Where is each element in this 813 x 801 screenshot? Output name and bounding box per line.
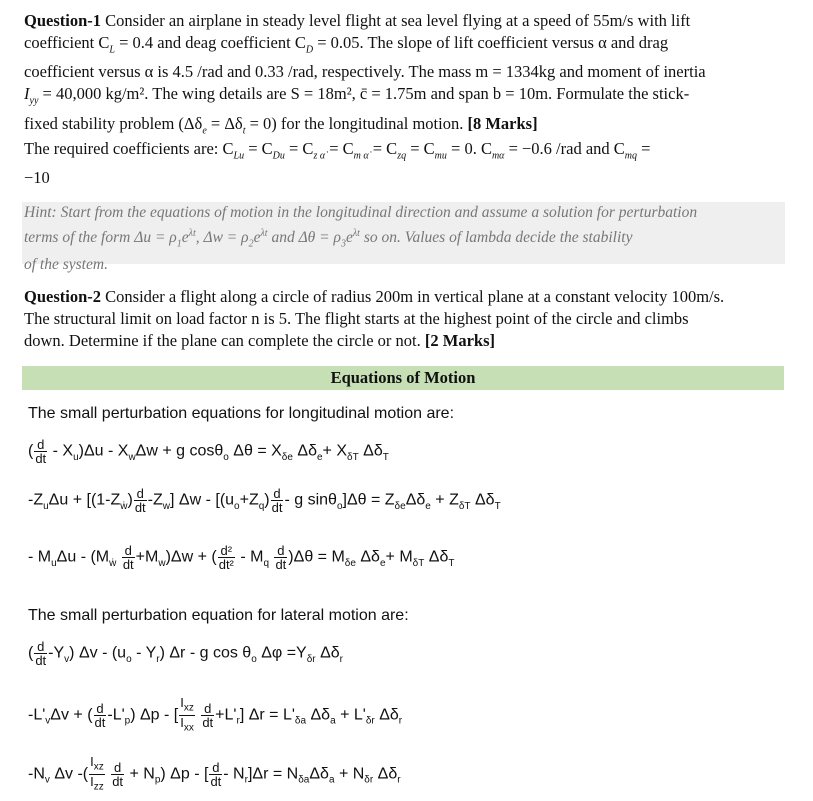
question-2 (24, 286, 790, 352)
lat-equation-2: $-L'_v\Delta v$ + ( $\frac{d}{dt}$ $-L'_p$) Δp - [ $\frac{I_{xz}}{I_{xx}}$ $\frac{d}{dt}$ $+L'_r$] $\Delta r = L'_{\delta a}$ $\Delta\delta_a + L'_{\delta r}$ $\Delta\delta_r$ (28, 695, 403, 734)
q2-line-1: Question-2 Consider a flight along a circle of radius 200m in vertical plane at a constant velocity 100m/s. (24, 287, 725, 306)
q1-line-1: Question-1 Consider an airplane in steady level flight at sea level flying at a speed of 55m/s with lift (24, 11, 691, 30)
q1-line-2: coefficient $C_L = 0.4$ and deag coefficient $C_D = 0.05$. The slope of lift coefficient versus α and drag (24, 33, 669, 56)
hint-box (22, 202, 785, 274)
lat-equation-3: $-N_v$ Δv -( $\frac{I_{xz}}{I_{zz}}$ $\frac{d}{dt}$ + $N_p$) Δp - [ $\frac{d}{dt}$ - $N_r]\Delta r = N_{\delta a}\Delta\delta_a + N_{\delta r}$ $\Delta\delta_r$ (28, 754, 401, 793)
equations-of-motion-header: Equations of Motion (22, 366, 784, 390)
hint-line-2: terms of the form $\Delta u = \rho_1e^{\lambda t}$, $\Delta w = \rho_2e^{\lambda t}$ and $\Delta\theta = \rho_3e^{\lambda t}$ so on. Values of lambda decide the stability (24, 228, 633, 250)
long-equation-2: $-Z_u\Delta u + [(1-Z_ẇ)$ $\frac{d}{dt}$ $-Z_w$] $\Delta w - [(u_o+Z_q)$ $\frac{d}{dt}$ - g $\sin\theta_o]\Delta\theta = Z_{\delta e}\Delta\delta_e + Z_{\delta T}$ $\Delta\delta_T$ (28, 486, 501, 515)
coeff-line-2: −10 (24, 168, 50, 188)
q2-line-3: down. Determine if the plane can complete the circle or not. [2 Marks] (24, 331, 495, 350)
required-coefficients (24, 138, 790, 189)
lateral-intro: The small perturbation equation for lateral motion are: (28, 607, 409, 624)
hint-line-3: of the system. (24, 256, 108, 274)
q2-line-2: The structural limit on load factor n is 5. The flight starts at the highest point of the circle and climbs (24, 309, 689, 328)
q1-marks: [8 Marks] (467, 113, 538, 133)
q1-label: Question-1 (24, 11, 102, 30)
q2-marks: [2 Marks] (424, 331, 495, 350)
coeff-line-1: The required coefficients are: $C_{Lu} = C_{Du} = C_{z \alphȧ} = C_{m \alphȧ} = C_{zq} = C_{mu} = 0$. $C_{m\alpha} = -0.6$ /rad and $C_{mq}$ = (24, 139, 651, 162)
q1-line-5: fixed stability problem $(\Delta\delta_e = \Delta\delta_t = 0)$ for the longitudinal motion. [8 Marks] (24, 113, 538, 136)
lat-equation-1: ( $\frac{d}{dt}$ $-Y_v$) Δv - $(u_o - Y_r)$ Δr - g $\cos \theta_o$ $\Delta\varphi =Y_{\delta r}$ $\Delta\delta_r$ (28, 639, 344, 668)
question-1 (24, 10, 790, 142)
q1-line-3: coefficient versus α is 4.5 /rad and 0.33 /rad, respectively. The mass m = 1334kg and moment of inertia (24, 62, 706, 82)
long-equation-3: - $M_u\Delta u - (M_ẇ$ $\frac{d}{dt}$ $+M_w)\Delta w$ + ( $\frac{\text{d²}}{\text{dt²}}$ - $M_q$ $\frac{d}{dt}$ )$\Delta\theta = M_{\delta e}$ $\Delta\delta_e+ M_{\delta T}$ $\Delta\delta_T$ (28, 543, 455, 572)
q1-line-4: $I_{yy} = 40,000$ kg/m². The wing details are S = 18m², c̄ = 1.75m and span b = 10m. Formulate the stick- (24, 84, 690, 107)
q2-label: Question-2 (24, 287, 102, 306)
longitudinal-intro: The small perturbation equations for longitudinal motion are: (28, 405, 455, 422)
hint-line-1: Hint: Start from the equations of motion in the longitudinal direction and assume a solution for perturbation (24, 204, 698, 221)
long-equation-1: ( $\frac{d}{dt}$ - $X_u)\Delta u - X_w\Delta w + g$ cosθ$_o$ $\Delta\theta = X_{\delta e}$ $\Delta\delta_e+ X_{\delta T}$ $\Delta\delta_T$ (28, 437, 389, 466)
